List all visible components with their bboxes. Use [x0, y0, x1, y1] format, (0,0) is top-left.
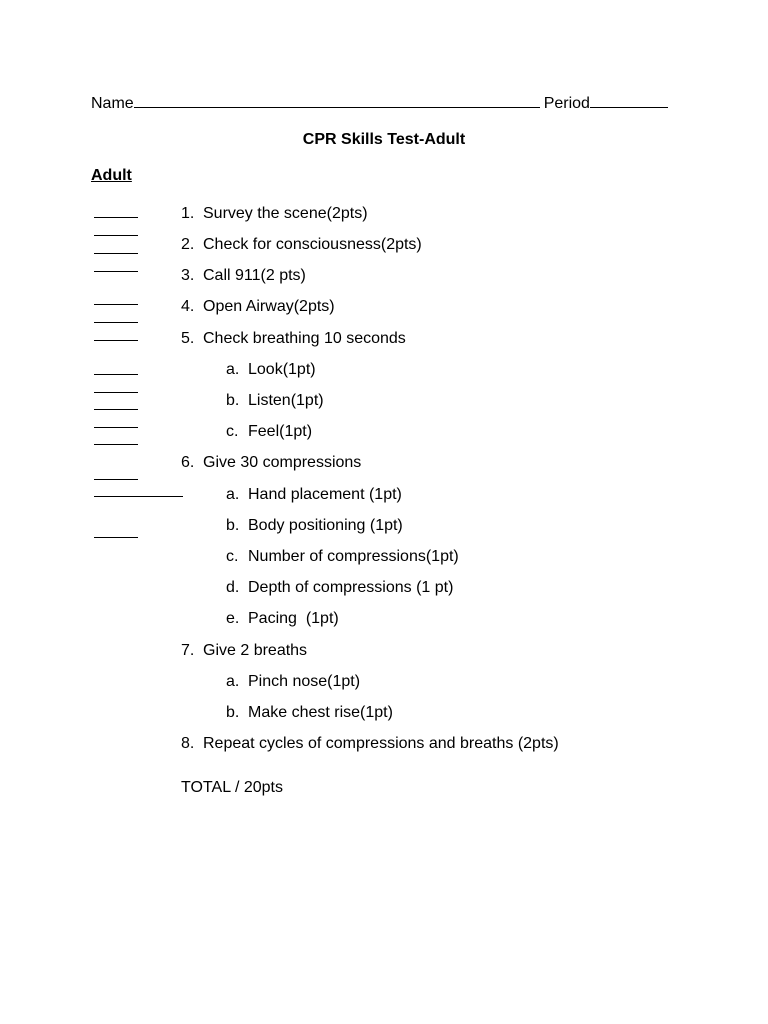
- score-blank[interactable]: [94, 537, 138, 538]
- checklist-item: [181, 453, 361, 473]
- item-text: Make chest rise(1pt): [248, 704, 393, 721]
- item-text: Pinch nose(1pt): [248, 673, 361, 690]
- item-text: Call 911(2 pts): [203, 267, 306, 284]
- score-blank[interactable]: [94, 322, 138, 323]
- item-letter: b.: [226, 392, 240, 409]
- checklist-subitem: [226, 703, 393, 723]
- period-label: Period: [543, 95, 590, 112]
- header-line: [91, 93, 681, 115]
- item-text: Give 2 breaths: [203, 642, 308, 659]
- item-text: Open Airway(2pts): [203, 298, 335, 315]
- item-letter: e.: [226, 610, 240, 627]
- score-blank[interactable]: [94, 374, 138, 375]
- checklist-subitem: [226, 422, 312, 442]
- item-number: 6.: [181, 454, 195, 471]
- page-title: CPR Skills Test-Adult: [302, 131, 466, 148]
- checklist-item: [181, 641, 307, 661]
- checklist-subitem: [226, 516, 403, 536]
- period-blank[interactable]: [590, 93, 668, 108]
- score-blank[interactable]: [94, 427, 138, 428]
- item-letter: c.: [226, 548, 239, 565]
- item-text: Give 30 compressions: [203, 454, 362, 471]
- checklist-subitem: [226, 578, 453, 598]
- score-blank[interactable]: [94, 496, 183, 497]
- item-text: Feel(1pt): [248, 423, 313, 440]
- checklist-subitem: [226, 672, 360, 692]
- item-letter: d.: [226, 579, 240, 596]
- total-score-label: TOTAL / 20pts: [181, 779, 283, 796]
- item-letter: b.: [226, 517, 240, 534]
- checklist-item: [181, 204, 368, 224]
- score-blank[interactable]: [94, 217, 138, 218]
- item-number: 7.: [181, 642, 195, 659]
- section-label: Adult: [91, 167, 132, 184]
- item-letter: a.: [226, 486, 240, 503]
- item-text: Check breathing 10 seconds: [203, 330, 406, 347]
- item-number: 3.: [181, 267, 195, 284]
- item-text: Check for consciousness(2pts): [203, 236, 422, 253]
- score-blank[interactable]: [94, 409, 138, 410]
- score-blank[interactable]: [94, 253, 138, 254]
- item-number: 4.: [181, 298, 195, 315]
- item-text: Depth of compressions (1 pt): [248, 579, 454, 596]
- score-blank[interactable]: [94, 479, 138, 480]
- checklist-item: [181, 734, 559, 754]
- checklist-subitem: [226, 485, 402, 505]
- name-label: Name: [91, 95, 134, 112]
- score-blank[interactable]: [94, 235, 138, 236]
- score-blank[interactable]: [94, 444, 138, 445]
- item-number: 8.: [181, 735, 195, 752]
- item-text: Pacing (1pt): [248, 610, 339, 627]
- item-number: 1.: [181, 205, 195, 222]
- name-blank[interactable]: [134, 93, 540, 108]
- item-number: 5.: [181, 330, 195, 347]
- item-letter: a.: [226, 361, 240, 378]
- item-letter: a.: [226, 673, 240, 690]
- checklist-subitem: [226, 547, 459, 567]
- checklist-item: [181, 297, 335, 317]
- item-letter: c.: [226, 423, 239, 440]
- score-blank[interactable]: [94, 340, 138, 341]
- item-letter: b.: [226, 704, 240, 721]
- item-text: Hand placement (1pt): [248, 486, 402, 503]
- item-text: Repeat cycles of compressions and breaths (2pts): [203, 735, 559, 752]
- item-text: Survey the scene(2pts): [203, 205, 368, 222]
- score-blank[interactable]: [94, 304, 138, 305]
- item-number: 2.: [181, 236, 195, 253]
- checklist-item: [181, 235, 422, 255]
- checklist-subitem: [226, 360, 316, 380]
- checklist-subitem: [226, 391, 324, 411]
- item-text: Listen(1pt): [248, 392, 324, 409]
- item-text: Number of compressions(1pt): [248, 548, 459, 565]
- item-text: Look(1pt): [248, 361, 316, 378]
- checklist-item: [181, 329, 406, 349]
- checklist-subitem: [226, 609, 339, 629]
- score-blank[interactable]: [94, 271, 138, 272]
- score-blank[interactable]: [94, 392, 138, 393]
- item-text: Body positioning (1pt): [248, 517, 403, 534]
- checklist-item: [181, 266, 306, 286]
